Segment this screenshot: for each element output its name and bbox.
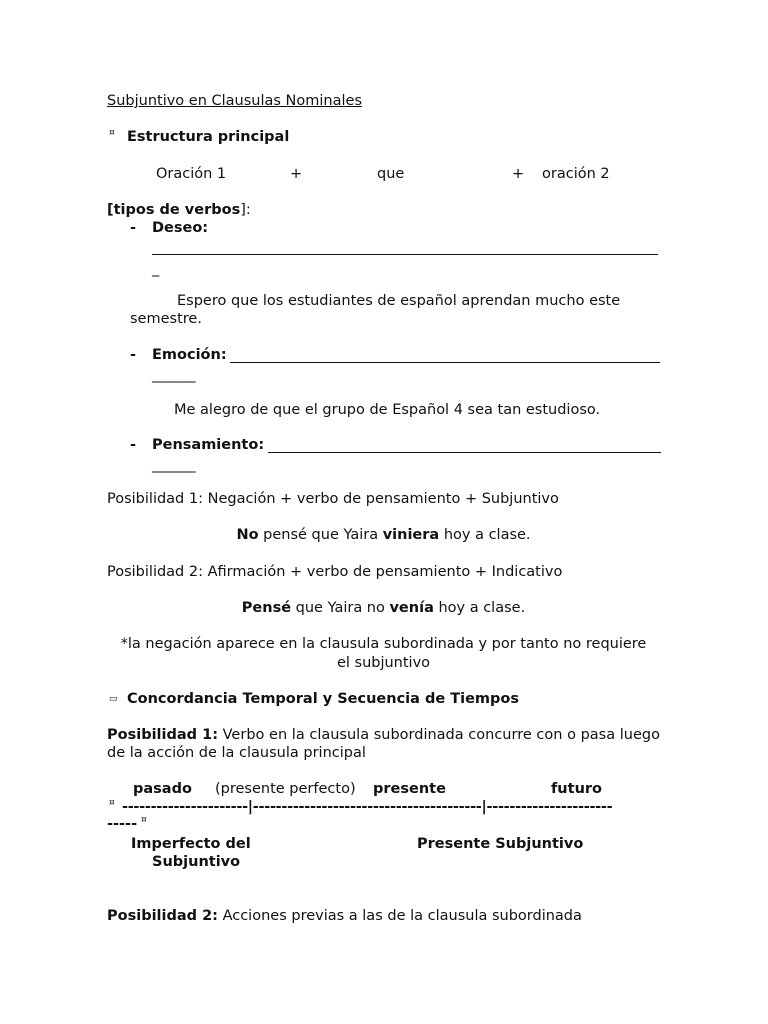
blank-line: [268, 452, 661, 453]
example-deseo: Espero que los estudiantes de español aprendan mucho este: [177, 293, 621, 309]
bullet-icon: ▭: [109, 694, 118, 704]
label-subjuntivo: Subjuntivo: [152, 854, 241, 870]
dash-bullet: -: [130, 220, 137, 236]
formula-plus-1: +: [290, 166, 303, 182]
timeline-pasado: pasado: [133, 781, 192, 797]
paragraph-posibilidad-2: Posibilidad 2: Acciones previas a las de la clausula subordinada: [107, 908, 582, 924]
timeline-end-icon: ¤: [141, 815, 147, 825]
blank-line: [230, 362, 660, 363]
formula-oracion2: oración 2: [542, 166, 610, 182]
paragraph-posibilidad-1: Posibilidad 1: Verbo en la clausula subordinada concurre con o pasa luego de la acción de la clausula principal: [107, 727, 660, 761]
timeline-futuro: futuro: [551, 781, 602, 797]
formula-que: que: [377, 166, 405, 182]
blank-line: [152, 254, 658, 255]
bullet-icon: ¤: [109, 128, 115, 138]
timeline-line: ----------------------|----------------------------------------|----------------------: [122, 799, 613, 815]
formula-plus-2: +: [512, 166, 525, 182]
timeline-start-icon: ¤: [109, 798, 115, 808]
timeline-line-cont: -----: [107, 816, 138, 832]
formula-oracion1: Oración 1: [156, 166, 227, 182]
note-line-2: el subjuntivo: [336, 655, 431, 671]
dash-bullet: -: [130, 347, 137, 363]
blank-tail: ______: [152, 457, 196, 473]
timeline-presente: presente: [373, 781, 446, 797]
example-posibilidad-2: Pensé que Yaira no venía hoy a clase.: [241, 600, 526, 616]
verb-type-pensamiento: Pensamiento:: [152, 437, 265, 453]
posibilidad-2-rule: Posibilidad 2: Afirmación + verbo de pensamiento + Indicativo: [107, 564, 563, 580]
verb-type-deseo: Deseo:: [152, 220, 209, 236]
note-line-1: *la negación aparece en la clausula subordinada y por tanto no requiere: [120, 636, 647, 652]
verb-type-emocion: Emoción:: [152, 347, 227, 363]
label-imperfecto: Imperfecto del: [131, 836, 251, 852]
timeline-presente-perfecto: (presente perfecto): [215, 781, 356, 797]
section-heading-concordancia: Concordancia Temporal y Secuencia de Tiempos: [127, 691, 520, 707]
blank-tail: ______: [152, 367, 196, 383]
label-presente-subjuntivo: Presente Subjuntivo: [417, 836, 584, 852]
example-posibilidad-1: No pensé que Yaira viniera hoy a clase.: [236, 527, 531, 543]
example-emocion: Me alegro de que el grupo de Español 4 sea tan estudioso.: [174, 402, 601, 418]
blank-tail: _: [152, 261, 160, 277]
dash-bullet: -: [130, 437, 137, 453]
document-title: Subjuntivo en Clausulas Nominales: [107, 93, 363, 109]
example-deseo-cont: semestre.: [130, 311, 202, 327]
verb-types-label: [tipos de verbos]:: [107, 202, 251, 218]
section-heading-estructura: Estructura principal: [127, 129, 290, 145]
posibilidad-1-rule: Posibilidad 1: Negación + verbo de pensamiento + Subjuntivo: [107, 491, 559, 507]
